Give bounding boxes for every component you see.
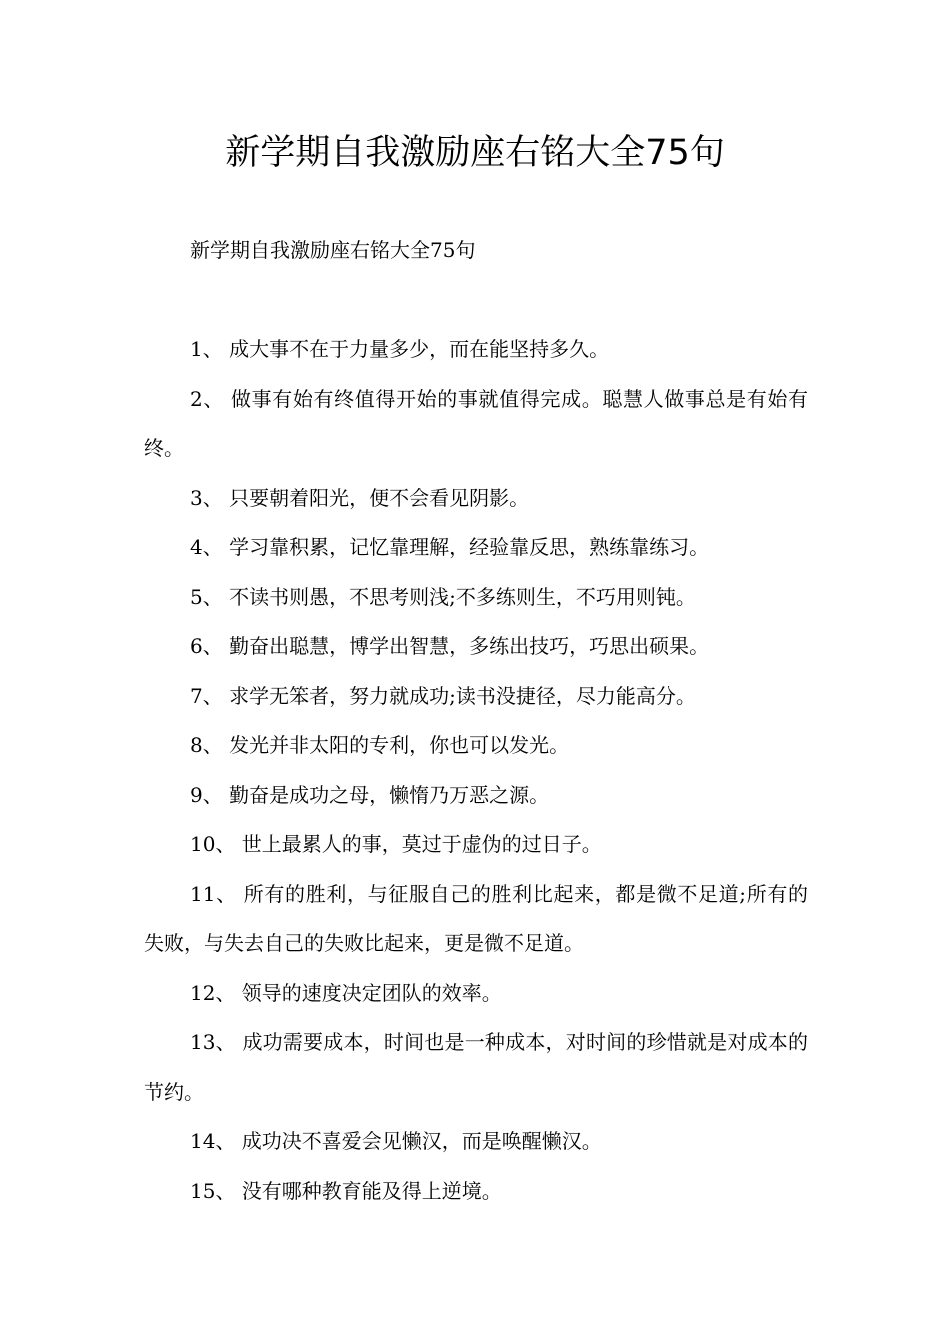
list-item bbox=[144, 969, 808, 1019]
list-item bbox=[144, 1117, 808, 1167]
item-number: 3、 bbox=[190, 485, 223, 510]
item-text: 成功决不喜爱会见懒汉，而是唤醒懒汉。 bbox=[235, 1129, 602, 1153]
item-number: 12、 bbox=[190, 980, 236, 1005]
item-number: 7、 bbox=[190, 683, 223, 708]
item-text: 成大事不在于力量多少，而在能坚持多久。 bbox=[222, 337, 610, 361]
item-number: 4、 bbox=[190, 535, 223, 559]
item-text: 所有的胜利，与征服自己的胜利比起来，都是微不足道;所有的失败，与失去自己的失败比起来，更是微不足道。 bbox=[144, 881, 808, 955]
item-text: 做事有始有终值得开始的事就值得完成。聪慧人做事总是有始有终。 bbox=[144, 386, 809, 460]
item-number: 9、 bbox=[190, 782, 223, 807]
document-subtitle: 新学期自我激励座右铭大全75句 bbox=[190, 238, 476, 262]
list-item bbox=[144, 325, 808, 375]
list-item bbox=[144, 820, 808, 870]
list-item bbox=[144, 523, 808, 573]
document-body bbox=[144, 226, 808, 1216]
item-number: 15、 bbox=[190, 1178, 236, 1203]
item-text: 领导的速度决定团队的效率。 bbox=[235, 980, 502, 1005]
list-item bbox=[144, 1167, 808, 1217]
item-text: 世上最累人的事，莫过于虚伪的过日子。 bbox=[235, 832, 602, 856]
list-item bbox=[144, 870, 808, 969]
item-text: 成功需要成本，时间也是一种成本，对时间的珍惜就是对成本的节约。 bbox=[144, 1030, 809, 1104]
item-text: 只要朝着阳光，便不会看见阴影。 bbox=[222, 485, 530, 510]
item-text: 求学无笨者，努力就成功;读书没捷径，尽力能高分。 bbox=[222, 683, 696, 708]
item-number: 13、 bbox=[190, 1030, 236, 1054]
list-item bbox=[144, 721, 808, 771]
blank-line bbox=[144, 276, 808, 326]
item-number: 11、 bbox=[190, 881, 237, 906]
item-number: 2、 bbox=[190, 386, 224, 411]
item-text: 没有哪种教育能及得上逆境。 bbox=[235, 1178, 502, 1203]
list-item bbox=[144, 672, 808, 722]
list-item bbox=[144, 573, 808, 623]
list-item bbox=[144, 375, 808, 474]
item-number: 5、 bbox=[190, 584, 223, 609]
item-number: 1、 bbox=[190, 337, 223, 361]
list-item bbox=[144, 474, 808, 524]
item-number: 6、 bbox=[190, 634, 223, 658]
list-item bbox=[144, 622, 808, 672]
list-item bbox=[144, 771, 808, 821]
item-text: 学习靠积累，记忆靠理解，经验靠反思，熟练靠练习。 bbox=[222, 535, 710, 559]
list-item bbox=[144, 1018, 808, 1117]
item-text: 发光并非太阳的专利，你也可以发光。 bbox=[222, 733, 570, 757]
item-text: 不读书则愚，不思考则浅;不多练则生，不巧用则钝。 bbox=[222, 584, 696, 609]
item-text: 勤奋是成功之母，懒惰乃万恶之源。 bbox=[222, 782, 550, 807]
document-title: 新学期自我激励座右铭大全75句 bbox=[225, 133, 725, 173]
item-number: 10、 bbox=[190, 832, 236, 856]
item-number: 8、 bbox=[190, 733, 223, 757]
item-number: 14、 bbox=[190, 1129, 236, 1153]
item-text: 勤奋出聪慧，博学出智慧，多练出技巧，巧思出硕果。 bbox=[222, 634, 710, 658]
